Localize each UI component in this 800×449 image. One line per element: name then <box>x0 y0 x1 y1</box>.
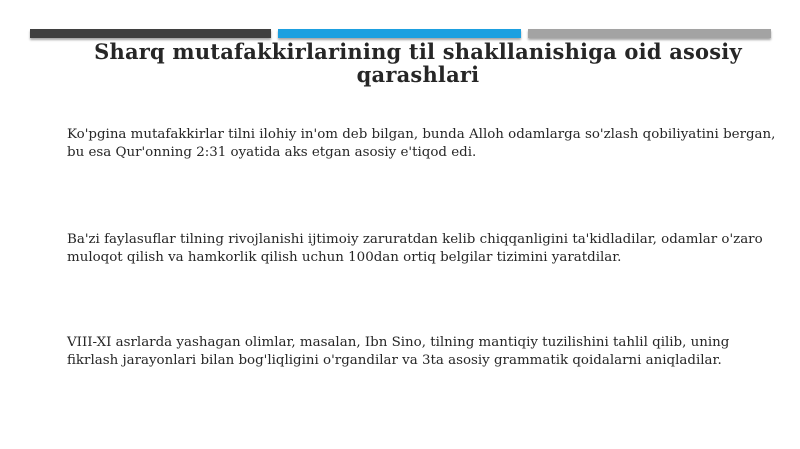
accent-bar-dark <box>30 29 271 38</box>
paragraph-logical-structure: VIII-XI asrlarda yashagan olimlar, masalan, Ibn Sino, tilning mantiqiy tuzilishini tahlil qilib, uning fikrlash jarayonlari bilan bog'liqligini o'rgandilar va 3ta asosiy grammatik qoidalarni aniqladilar. <box>67 335 730 368</box>
header-accent-bars <box>30 29 771 38</box>
slide-title: Sharq mutafakkirlarining til shakllanishiga oid asosiy qarashlari <box>94 39 742 87</box>
accent-bar-gray <box>528 29 771 38</box>
paragraph-divine-gift: Ko'pgina mutafakkirlar tilni ilohiy in'om deb bilgan, bunda Alloh odamlarga so'zlash qobiliyatini bergan, bu esa Qur'onning 2:31 oyatida aks etgan asosiy e'tiqod edi. <box>67 127 776 160</box>
accent-bar-blue <box>278 29 521 38</box>
paragraph-social-necessity: Ba'zi faylasuflar tilning rivojlanishi ijtimoiy zaruratdan kelib chiqqanligini ta'kidladilar, odamlar o'zaro muloqot qilish va hamkorlik qilish uchun 100dan ortiq belgilar tizimini yaratdilar. <box>67 232 763 265</box>
